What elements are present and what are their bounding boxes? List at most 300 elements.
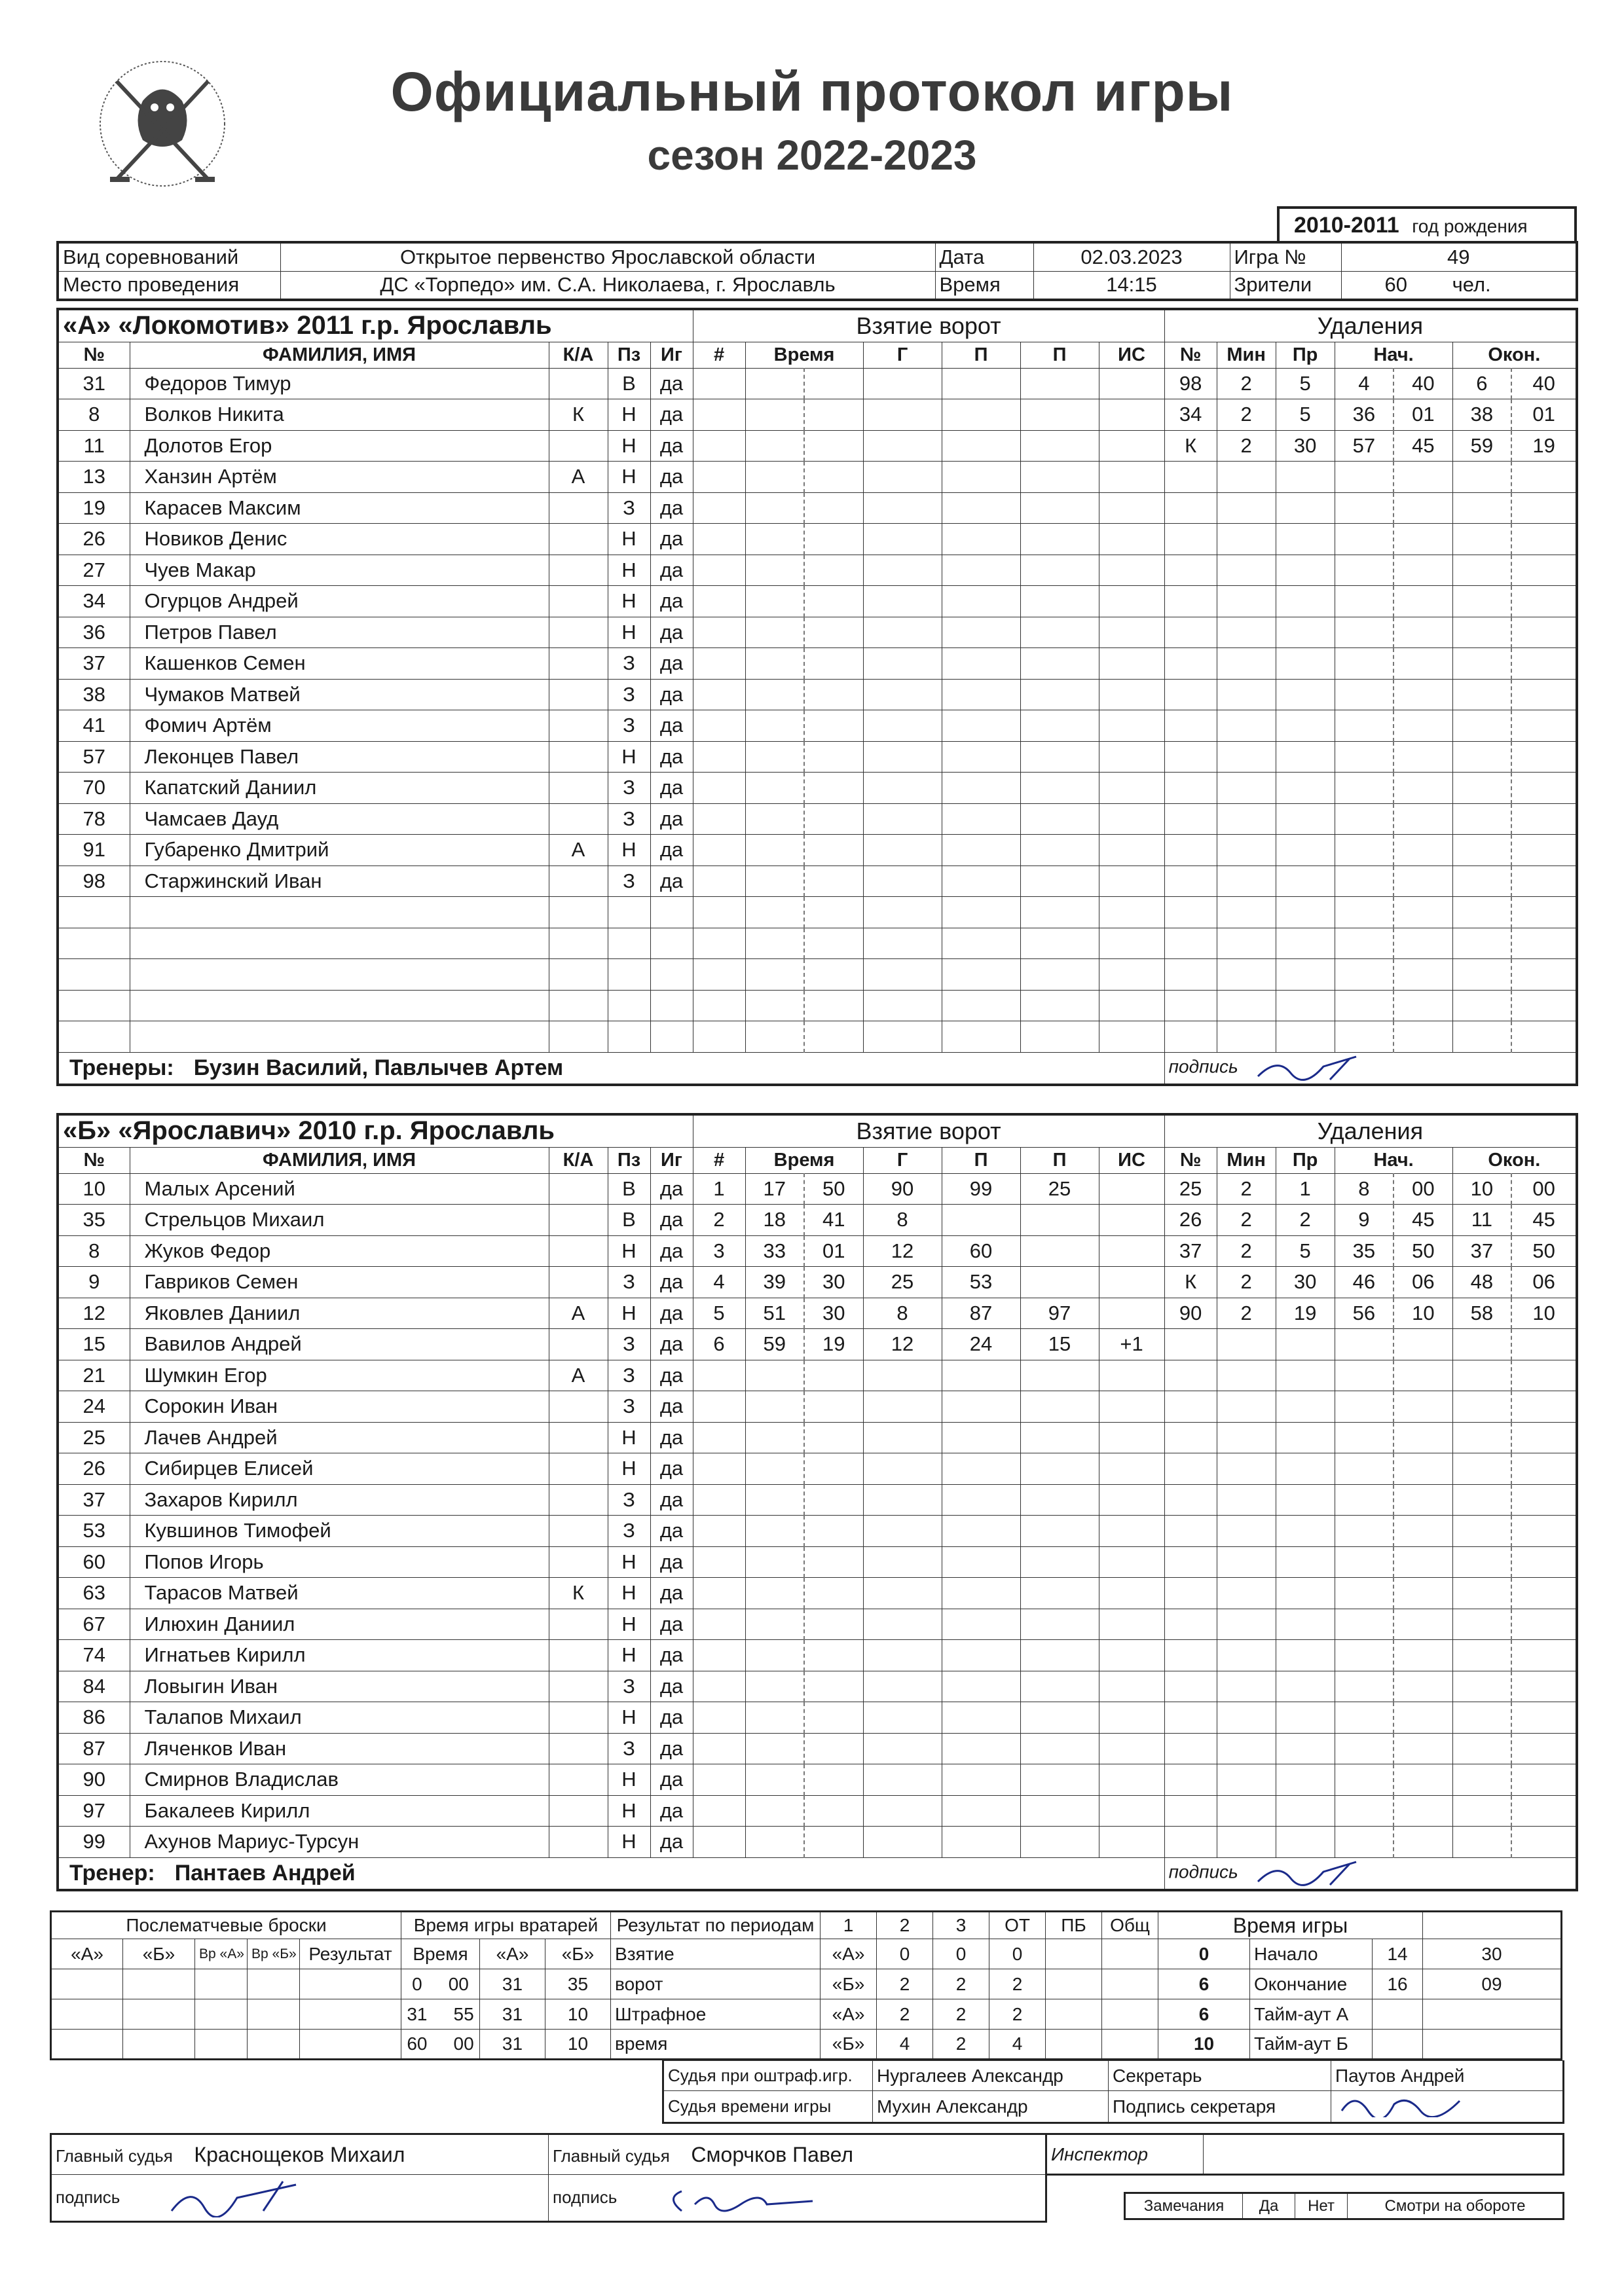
penalty-start-min xyxy=(1335,1733,1393,1764)
goal-minute xyxy=(745,648,804,680)
player-number: 53 xyxy=(58,1516,130,1547)
penalty-player xyxy=(1164,555,1217,586)
goal-minute xyxy=(745,430,804,462)
penalty-end-sec xyxy=(1511,1021,1577,1053)
player-played xyxy=(650,1021,693,1053)
goal-situation xyxy=(1099,1578,1164,1609)
penalty-minutes: 2 xyxy=(1217,1235,1276,1267)
penalty-minutes xyxy=(1217,492,1276,524)
penalty-end-sec xyxy=(1511,462,1577,493)
player-number: 9 xyxy=(58,1267,130,1298)
birth-years: 2010-2011 xyxy=(1294,213,1399,238)
team_a-row xyxy=(58,773,1577,804)
goal-second xyxy=(804,928,863,959)
player-played: да xyxy=(650,368,693,399)
goal-assist-2 xyxy=(1020,741,1099,773)
player-name xyxy=(130,1021,549,1053)
goal-scorer: 12 xyxy=(863,1235,942,1267)
pim-label-1: Штрафное xyxy=(611,1999,821,2030)
goal-situation xyxy=(1099,1173,1164,1205)
goal-assist-2 xyxy=(1020,1453,1099,1485)
player-played: да xyxy=(650,1764,693,1796)
goal-minute xyxy=(745,866,804,897)
player-role: К xyxy=(549,1578,608,1609)
end-label: Окончание xyxy=(1250,1969,1373,1999)
penalty-end-min: 59 xyxy=(1452,430,1511,462)
goal-minute xyxy=(745,1764,804,1796)
penalty-start-sec xyxy=(1393,1733,1452,1764)
team_b-row xyxy=(58,1484,1577,1516)
player-name: Старжинский Иван xyxy=(130,866,549,897)
goal-scorer xyxy=(863,1021,942,1053)
player-name: Сорокин Иван xyxy=(130,1391,549,1423)
goal-assist-1 xyxy=(942,1360,1020,1391)
penalty-reason xyxy=(1276,773,1335,804)
player-played: да xyxy=(650,1671,693,1702)
penalty-end-min xyxy=(1452,1546,1511,1578)
goal-minute xyxy=(745,1609,804,1640)
penalty-end-sec: 10 xyxy=(1511,1298,1577,1329)
penalty-player: 98 xyxy=(1164,368,1217,399)
time-value: 14:15 xyxy=(1033,271,1230,300)
goal-assist-2 xyxy=(1020,1733,1099,1764)
goal-number xyxy=(693,1453,745,1485)
goal-second xyxy=(804,710,863,742)
penalty-start-min xyxy=(1335,586,1393,617)
team_b-row xyxy=(58,1702,1577,1734)
penalty-reason xyxy=(1276,462,1335,493)
penalty-reason: 30 xyxy=(1276,430,1335,462)
player-number: 57 xyxy=(58,741,130,773)
penalty-end-sec: 01 xyxy=(1511,399,1577,431)
col-played: Иг xyxy=(650,1147,693,1173)
player-position xyxy=(608,959,650,991)
goal-second xyxy=(804,1764,863,1796)
pim-a-p2: 2 xyxy=(933,1999,989,2030)
goal-assist-1 xyxy=(942,430,1020,462)
penalty-end-sec xyxy=(1511,773,1577,804)
secretary-signature xyxy=(1331,2091,1564,2123)
goal-assist-2 xyxy=(1020,959,1099,991)
goal-second xyxy=(804,555,863,586)
player-name xyxy=(130,897,549,928)
goal-scorer xyxy=(863,555,942,586)
goal-number: 3 xyxy=(693,1235,745,1267)
goal-second xyxy=(804,648,863,680)
penalty-player xyxy=(1164,1578,1217,1609)
goal-scorer: 90 xyxy=(863,1173,942,1205)
player-role xyxy=(549,1422,608,1453)
goal-situation xyxy=(1099,1298,1164,1329)
penalty-end-sec xyxy=(1511,1827,1577,1858)
penalty-minutes: 2 xyxy=(1217,1205,1276,1236)
player-name: Бакалеев Кирилл xyxy=(130,1795,549,1827)
start-hour: 14 xyxy=(1373,1939,1423,1969)
player-role xyxy=(549,524,608,555)
secretary-label: Секретарь xyxy=(1109,2061,1331,2091)
penalty-end-sec: 06 xyxy=(1511,1267,1577,1298)
goal-assist-1 xyxy=(942,1733,1020,1764)
goal-second xyxy=(804,1021,863,1053)
page-title: Официальный протокол игры xyxy=(390,61,1234,122)
goal-minute xyxy=(745,492,804,524)
goal-number xyxy=(693,773,745,804)
goal-situation xyxy=(1099,1360,1164,1391)
goal-scorer xyxy=(863,1453,942,1485)
penalty-end-sec: 50 xyxy=(1511,1235,1577,1267)
goal-assist-1 xyxy=(942,1516,1020,1547)
goal-scorer xyxy=(863,430,942,462)
goal-minute xyxy=(745,1795,804,1827)
periods-title: Результат по периодам xyxy=(611,1912,821,1939)
player-position: Н xyxy=(608,835,650,866)
goal-number xyxy=(693,1546,745,1578)
goal-second xyxy=(804,399,863,431)
penalty-start-min xyxy=(1335,1827,1393,1858)
penalty-end-sec xyxy=(1511,803,1577,835)
player-role xyxy=(549,1173,608,1205)
penalty-player xyxy=(1164,866,1217,897)
player-role xyxy=(549,1391,608,1423)
player-position: З xyxy=(608,710,650,742)
goal-second xyxy=(804,679,863,710)
goal-number: 5 xyxy=(693,1298,745,1329)
penalty-reason xyxy=(1276,1422,1335,1453)
goal-second xyxy=(804,1360,863,1391)
player-number: 98 xyxy=(58,866,130,897)
penalty-minutes xyxy=(1217,1516,1276,1547)
player-role xyxy=(549,959,608,991)
penalty-minutes xyxy=(1217,928,1276,959)
penalty-start-min xyxy=(1335,803,1393,835)
player-name: Сибирцев Елисей xyxy=(130,1453,549,1485)
player-position: З xyxy=(608,679,650,710)
penalty-start-min xyxy=(1335,1609,1393,1640)
goals-a-p1: 0 xyxy=(877,1939,933,1969)
goal-second xyxy=(804,1795,863,1827)
remarks-yes: Да xyxy=(1243,2193,1295,2219)
penalty-minutes xyxy=(1217,866,1276,897)
goal-scorer: 8 xyxy=(863,1298,942,1329)
penalty-reason xyxy=(1276,803,1335,835)
goal-scorer xyxy=(863,617,942,648)
goal-second xyxy=(804,866,863,897)
player-name: Ляченков Иван xyxy=(130,1733,549,1764)
player-name: Яковлев Даниил xyxy=(130,1298,549,1329)
player-number: 26 xyxy=(58,1453,130,1485)
goals-b-p1: 2 xyxy=(877,1969,933,1999)
penalty-start-sec xyxy=(1393,928,1452,959)
pen-col-2: Пр xyxy=(1276,1147,1335,1173)
goal-number xyxy=(693,368,745,399)
team_a-goals-title: Взятие ворот xyxy=(693,309,1164,342)
goal-col-0: # xyxy=(693,342,745,368)
player-position: Н xyxy=(608,1702,650,1734)
penalty-minutes xyxy=(1217,1795,1276,1827)
goal-scorer xyxy=(863,897,942,928)
player-position: Н xyxy=(608,1609,650,1640)
timeout-a-label: Тайм-аут А xyxy=(1250,1999,1373,2030)
player-name: Илюхин Даниил xyxy=(130,1609,549,1640)
goal-assist-1: 53 xyxy=(942,1267,1020,1298)
goal-assist-2 xyxy=(1020,803,1099,835)
penalty-start-sec xyxy=(1393,773,1452,804)
goal-second xyxy=(804,524,863,555)
period-col-2: 2 xyxy=(877,1912,933,1939)
team_a-sign-label: подпись xyxy=(1168,1056,1238,1077)
penalty-player xyxy=(1164,1422,1217,1453)
player-played: да xyxy=(650,1733,693,1764)
penalty-start-min xyxy=(1335,1422,1393,1453)
game-label: Игра № xyxy=(1230,242,1341,271)
team_a-row xyxy=(58,492,1577,524)
player-position: Н xyxy=(608,1298,650,1329)
player-number: 41 xyxy=(58,710,130,742)
goal-second xyxy=(804,1391,863,1423)
penalty-end-sec xyxy=(1511,1516,1577,1547)
penalty-start-sec xyxy=(1393,1391,1452,1423)
goal-scorer xyxy=(863,1764,942,1796)
pim-b-p1: 4 xyxy=(877,2030,933,2060)
penalty-reason xyxy=(1276,1827,1335,1858)
time-judge-name: Мухин Александр xyxy=(873,2091,1109,2123)
penalty-player xyxy=(1164,648,1217,680)
player-position: Н xyxy=(608,1764,650,1796)
team_a-coaches xyxy=(58,1052,1164,1085)
penalty-end-sec xyxy=(1511,1453,1577,1485)
player-played: да xyxy=(650,710,693,742)
team_a-row xyxy=(58,1021,1577,1053)
goal-assist-1 xyxy=(942,399,1020,431)
team_a-row xyxy=(58,866,1577,897)
penalty-start-min xyxy=(1335,1702,1393,1734)
penalty-reason: 5 xyxy=(1276,368,1335,399)
shootout-col-vr-a: Вр «А» xyxy=(195,1939,248,1969)
penalty-reason xyxy=(1276,866,1335,897)
player-played: да xyxy=(650,555,693,586)
penalty-start-min xyxy=(1335,1578,1393,1609)
goal-situation xyxy=(1099,462,1164,493)
team_a-coach-signature xyxy=(1251,1053,1382,1082)
penalty-player xyxy=(1164,897,1217,928)
spectators-value xyxy=(1341,271,1577,300)
goal-situation xyxy=(1099,1516,1164,1547)
goals-a-p3: 0 xyxy=(989,1939,1046,1969)
player-position: В xyxy=(608,1205,650,1236)
goal-second: 19 xyxy=(804,1329,863,1360)
goal-assist-1: 24 xyxy=(942,1329,1020,1360)
goal-assist-1 xyxy=(942,1205,1020,1236)
penalty-end-min xyxy=(1452,866,1511,897)
goal-number xyxy=(693,1484,745,1516)
player-name: Фомич Артём xyxy=(130,710,549,742)
penalty-end-min xyxy=(1452,1516,1511,1547)
player-position: З xyxy=(608,1391,650,1423)
player-position: Н xyxy=(608,1795,650,1827)
goal-assist-1 xyxy=(942,866,1020,897)
player-number: 63 xyxy=(58,1578,130,1609)
team_b-row xyxy=(58,1173,1577,1205)
pen-col-1: Мин xyxy=(1217,1147,1276,1173)
team_a-title: «А» «Локомотив» 2011 г.р. Ярославль xyxy=(58,309,693,342)
player-position: Н xyxy=(608,1640,650,1671)
season-subtitle: сезон 2022-2023 xyxy=(647,132,977,179)
penalty-start-min xyxy=(1335,648,1393,680)
competition-value: Открытое первенство Ярославской области xyxy=(280,242,935,271)
goal-assist-1 xyxy=(942,586,1020,617)
goal-scorer xyxy=(863,1360,942,1391)
goal-minute: 51 xyxy=(745,1298,804,1329)
penalty-minutes xyxy=(1217,1640,1276,1671)
penalty-reason xyxy=(1276,492,1335,524)
player-name: Тарасов Матвей xyxy=(130,1578,549,1609)
player-position: З xyxy=(608,1484,650,1516)
penalty-minutes xyxy=(1217,679,1276,710)
player-played: да xyxy=(650,462,693,493)
goal-minute xyxy=(745,990,804,1021)
penalty-start-min xyxy=(1335,1795,1393,1827)
player-number: 70 xyxy=(58,773,130,804)
penalty-minutes xyxy=(1217,1021,1276,1053)
penalty-start-sec xyxy=(1393,492,1452,524)
goal-scorer xyxy=(863,399,942,431)
player-number: 91 xyxy=(58,835,130,866)
goal-second xyxy=(804,1484,863,1516)
penalty-reason xyxy=(1276,586,1335,617)
penalty-end-min: 38 xyxy=(1452,399,1511,431)
penalty-start-sec xyxy=(1393,866,1452,897)
player-role xyxy=(549,897,608,928)
goal-assist-1: 87 xyxy=(942,1298,1020,1329)
goal-assist-2 xyxy=(1020,928,1099,959)
player-number: 60 xyxy=(58,1546,130,1578)
goal-second xyxy=(804,1671,863,1702)
player-name: Гавриков Семен xyxy=(130,1267,549,1298)
player-number xyxy=(58,990,130,1021)
player-role xyxy=(549,1702,608,1734)
goal-situation xyxy=(1099,1484,1164,1516)
player-played: да xyxy=(650,1267,693,1298)
penalty-end-sec xyxy=(1511,928,1577,959)
player-name: Ловыгин Иван xyxy=(130,1671,549,1702)
goal-second xyxy=(804,1702,863,1734)
goal-scorer xyxy=(863,866,942,897)
player-name: Стрельцов Михаил xyxy=(130,1205,549,1236)
player-role xyxy=(549,1329,608,1360)
player-name: Попов Игорь xyxy=(130,1546,549,1578)
goal-scorer xyxy=(863,492,942,524)
pim-a-total: 6 xyxy=(1158,1999,1250,2030)
penalty-start-sec xyxy=(1393,1764,1452,1796)
penalty-minutes xyxy=(1217,1484,1276,1516)
penalty-end-min: 48 xyxy=(1452,1267,1511,1298)
spectators-unit: чел. xyxy=(1452,273,1491,297)
penalty-minutes: 2 xyxy=(1217,368,1276,399)
goal-assist-2 xyxy=(1020,462,1099,493)
goal-col-1: Время xyxy=(745,1147,863,1173)
goal-situation xyxy=(1099,990,1164,1021)
player-role xyxy=(549,1235,608,1267)
goal-col-2: Г xyxy=(863,342,942,368)
penalty-end-min xyxy=(1452,1360,1511,1391)
penalty-player xyxy=(1164,1827,1217,1858)
pen-col-1: Мин xyxy=(1217,342,1276,368)
goal-assist-1 xyxy=(942,803,1020,835)
goals-b-p2: 2 xyxy=(933,1969,989,1999)
penalty-player xyxy=(1164,462,1217,493)
goal-col-4: П xyxy=(1020,1147,1099,1173)
penalty-reason xyxy=(1276,1640,1335,1671)
player-name: Ханзин Артём xyxy=(130,462,549,493)
goal-minute xyxy=(745,897,804,928)
goal-assist-2 xyxy=(1020,648,1099,680)
chief-judge-2 xyxy=(549,2134,1046,2175)
penalty-start-min xyxy=(1335,1391,1393,1423)
player-number: 26 xyxy=(58,524,130,555)
goal-scorer xyxy=(863,773,942,804)
goal-situation xyxy=(1099,399,1164,431)
penalty-end-sec xyxy=(1511,648,1577,680)
goal-scorer xyxy=(863,1733,942,1764)
penalty-end-min xyxy=(1452,1609,1511,1640)
player-role xyxy=(549,1453,608,1485)
chief-judge-2-sign-label: подпись xyxy=(553,2187,618,2208)
goal-scorer xyxy=(863,1827,942,1858)
penalty-end-min xyxy=(1452,648,1511,680)
chief-judge-2-sign xyxy=(549,2175,1046,2222)
player-played: да xyxy=(650,430,693,462)
goal-minute xyxy=(745,586,804,617)
player-played: да xyxy=(650,741,693,773)
goal-minute xyxy=(745,741,804,773)
penalty-start-sec: 50 xyxy=(1393,1235,1452,1267)
goals-label-1: Взятие xyxy=(611,1939,821,1969)
player-played: да xyxy=(650,679,693,710)
penalty-end-min: 37 xyxy=(1452,1235,1511,1267)
pen-col-2: Пр xyxy=(1276,342,1335,368)
penalty-start-min xyxy=(1335,1484,1393,1516)
goal-assist-2: 97 xyxy=(1020,1298,1099,1329)
goals-b-p3: 2 xyxy=(989,1969,1046,1999)
player-role xyxy=(549,1484,608,1516)
player-role xyxy=(549,617,608,648)
player-position: З xyxy=(608,648,650,680)
goal-scorer xyxy=(863,835,942,866)
penalty-start-sec xyxy=(1393,1795,1452,1827)
goal-scorer xyxy=(863,462,942,493)
team_b-coaches-names: Пантаев Андрей xyxy=(174,1860,356,1886)
goal-minute xyxy=(745,399,804,431)
penalty-player xyxy=(1164,990,1217,1021)
col-name: ФАМИЛИЯ, ИМЯ xyxy=(130,1147,549,1173)
goals-a-pb xyxy=(1102,1939,1158,1969)
goals-b-ot xyxy=(1046,1969,1102,1999)
goal-situation xyxy=(1099,1546,1164,1578)
penalty-minutes xyxy=(1217,773,1276,804)
player-played: да xyxy=(650,1235,693,1267)
goal-second xyxy=(804,1578,863,1609)
player-name: Вавилов Андрей xyxy=(130,1329,549,1360)
penalty-player xyxy=(1164,617,1217,648)
player-position: Н xyxy=(608,430,650,462)
player-number: 11 xyxy=(58,430,130,462)
penalty-start-min xyxy=(1335,959,1393,991)
goal-assist-1 xyxy=(942,462,1020,493)
goal-situation xyxy=(1099,617,1164,648)
penalty-player xyxy=(1164,710,1217,742)
goal-second: 30 xyxy=(804,1298,863,1329)
team_b-coaches xyxy=(58,1857,1164,1890)
